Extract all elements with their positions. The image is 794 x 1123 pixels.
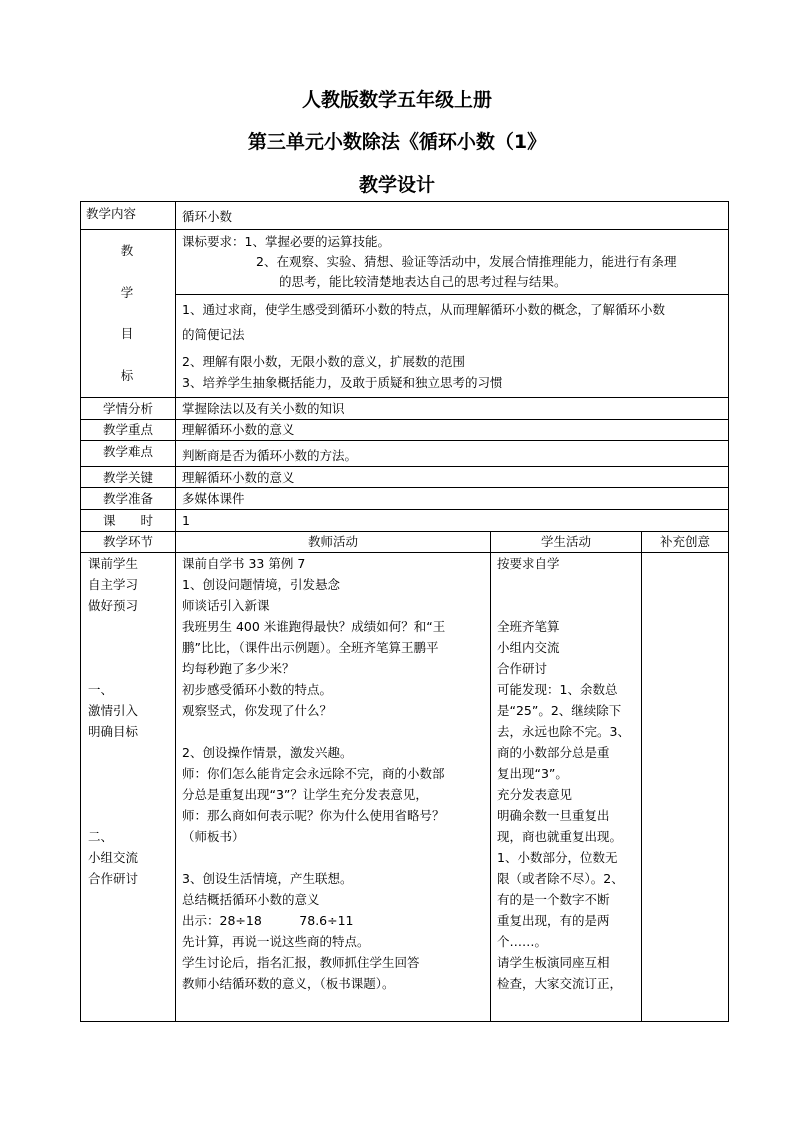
goals-label-char: 教 xyxy=(120,243,134,258)
teacher-line: 师：那么商如何表示呢？你为什么使用省略号？ xyxy=(182,808,445,823)
teacher-line: 学生讨论后，指名汇报，教师抓住学生回答 xyxy=(182,955,420,970)
goal-item: 3、培养学生抽象概括能力，及敢于质疑和独立思考的习惯 xyxy=(182,375,503,390)
extra-column xyxy=(642,553,728,1019)
stage-line xyxy=(88,742,174,763)
student-line: 小组内交流 xyxy=(497,640,560,655)
student-activity-column xyxy=(497,553,640,1019)
analysis-value: 掌握除法以及有关小数的知识 xyxy=(182,401,345,416)
header-student: 学生活动 xyxy=(540,534,591,549)
stage-line xyxy=(88,784,174,805)
student-line: 请学生板演同座互相 xyxy=(497,955,610,970)
student-line: 去，永远也除不完。3、 xyxy=(497,724,630,739)
teacher-line: 师：你们怎么能肯定会永远除不完，商的小数部 xyxy=(182,766,445,781)
hours-label: 课 时 xyxy=(102,513,153,528)
stage-line: 合作研讨 xyxy=(88,871,139,886)
key-label: 教学重点 xyxy=(102,422,153,437)
stage-line: 二、 xyxy=(88,829,114,844)
difficulty-label: 教学难点 xyxy=(102,444,153,459)
standards-line: 的思考，能比较清楚地表达自己的思考过程与结果。 xyxy=(279,274,567,289)
student-line: 1、小数部分，位数无 xyxy=(497,850,618,865)
teacher-line xyxy=(182,847,488,868)
goal-item: 2、理解有限小数，无限小数的意义，扩展数的范围 xyxy=(182,354,465,369)
student-line: 可能发现：1、余数总 xyxy=(497,682,618,697)
student-line: 限（或者除不尽）。2、 xyxy=(497,871,624,886)
stage-line: 课前学生 xyxy=(88,556,139,571)
teacher-activity-column xyxy=(182,553,488,1019)
standards-line: 2、在观察、实验、猜想、验证等活动中，发展合情推理能力，能进行有条理 xyxy=(256,254,677,269)
teacher-line: 师谈话引入新课 xyxy=(182,598,270,613)
student-line: 商的小数部分总是重 xyxy=(497,745,610,760)
hours-value: 1 xyxy=(182,513,190,528)
goal-item: 的简便记法 xyxy=(182,327,245,342)
student-line xyxy=(497,595,640,616)
teacher-line: （师板书） xyxy=(182,829,245,844)
stage-column xyxy=(88,553,174,1019)
teacher-line xyxy=(182,721,488,742)
student-line: 是“25”。2、继续除下 xyxy=(497,703,622,718)
teacher-line: 我班男生 400 米谁跑得最快？成绩如何？和“王 xyxy=(182,619,446,634)
crux-label: 教学关键 xyxy=(102,470,153,485)
stage-line: 激情引入 xyxy=(88,703,139,718)
student-line: 有的是一个数字不断 xyxy=(497,892,610,907)
student-line: 现，商也就重复出现。 xyxy=(497,829,623,844)
prep-label: 教学准备 xyxy=(102,491,153,506)
goals-label-char: 学 xyxy=(120,285,134,300)
analysis-label: 学情分析 xyxy=(102,401,153,416)
teacher-line: 总结概括循环小数的意义 xyxy=(182,892,320,907)
header-stage: 教学环节 xyxy=(102,534,153,549)
teacher-line: 1、创设问题情境，引发悬念 xyxy=(182,577,340,592)
teacher-line: 分总是重复出现“3”？让学生充分发表意见， xyxy=(182,787,428,802)
header-teacher: 教师活动 xyxy=(307,534,358,549)
key-value: 理解循环小数的意义 xyxy=(182,422,295,437)
doc-title-line2: 第三单元小数除法《循环小数（1》 xyxy=(247,131,547,153)
teacher-line: 先计算，再说一说这些商的特点。 xyxy=(182,934,370,949)
stage-line: 做好预习 xyxy=(88,598,139,613)
student-line: 个……。 xyxy=(497,934,548,949)
student-line: 全班齐笔算 xyxy=(497,619,560,634)
teacher-line: 出示：28÷18 78.6÷11 xyxy=(182,913,354,928)
teacher-line: 鹏”比比，（课件出示例题）。全班齐笔算王鹏平 xyxy=(182,640,439,655)
teacher-line: 3、创设生活情境，产生联想。 xyxy=(182,871,353,886)
stage-line xyxy=(88,763,174,784)
header-extra: 补充创意 xyxy=(659,534,710,549)
teacher-line: 2、创设操作情景，激发兴趣。 xyxy=(182,745,353,760)
goals-label-char: 标 xyxy=(120,368,134,383)
goal-item: 1、通过求商，使学生感受到循环小数的特点，从而理解循环小数的概念，了解循环小数 xyxy=(182,302,665,317)
student-line: 合作研讨 xyxy=(497,661,548,676)
doc-title-line1: 人教版数学五年级上册 xyxy=(301,89,492,111)
stage-line xyxy=(88,658,174,679)
stage-line xyxy=(88,616,174,637)
student-line: 明确余数一旦重复出 xyxy=(497,808,610,823)
teacher-line: 初步感受循环小数的特点。 xyxy=(182,682,333,697)
standards-line: 课标要求：1、掌握必要的运算技能。 xyxy=(182,234,390,249)
teacher-line: 均每秒跑了多少米？ xyxy=(182,661,295,676)
teacher-line: 教师小结循环数的意义，（板书课题）。 xyxy=(182,976,395,991)
goals-label-char: 目 xyxy=(120,326,134,341)
difficulty-value: 判断商是否为循环小数的方法。 xyxy=(182,448,358,463)
crux-value: 理解循环小数的意义 xyxy=(182,470,295,485)
student-line: 充分发表意见 xyxy=(497,787,573,802)
stage-line: 小组交流 xyxy=(88,850,139,865)
content-label: 教学内容 xyxy=(86,206,137,221)
stage-line: 明确目标 xyxy=(88,724,139,739)
student-line xyxy=(497,574,640,595)
stage-line xyxy=(88,805,174,826)
prep-value: 多媒体课件 xyxy=(182,491,245,506)
teacher-line: 课前自学书 33 第例 7 xyxy=(182,556,306,571)
student-line: 检查，大家交流订正， xyxy=(497,976,623,991)
stage-line: 一、 xyxy=(88,682,114,697)
doc-title-line3: 教学设计 xyxy=(358,174,435,196)
student-line: 复出现“3”。 xyxy=(497,766,568,781)
stage-line: 自主学习 xyxy=(88,577,139,592)
student-line: 按要求自学 xyxy=(497,556,560,571)
stage-line xyxy=(88,637,174,658)
teacher-line: 观察竖式，你发现了什么？ xyxy=(182,703,333,718)
content-value: 循环小数 xyxy=(182,209,233,224)
student-line: 重复出现，有的是两 xyxy=(497,913,610,928)
